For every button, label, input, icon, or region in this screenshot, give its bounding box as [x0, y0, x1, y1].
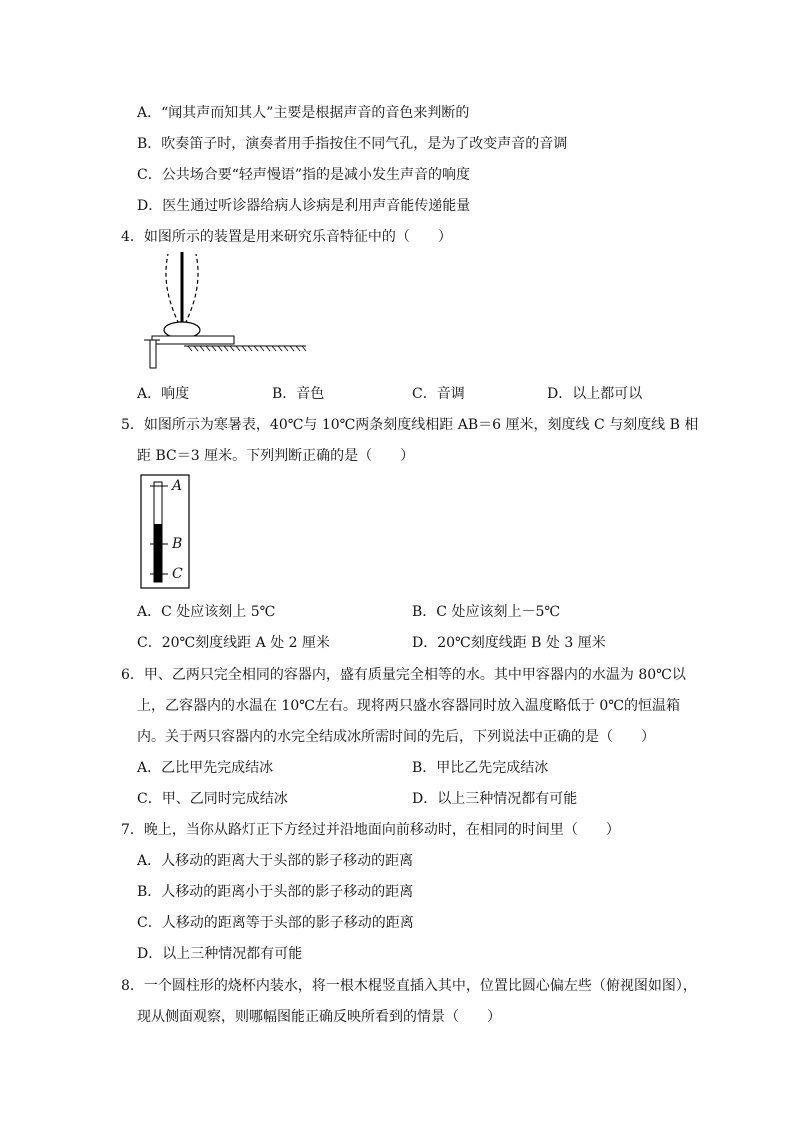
q6-option-b: B．甲比乙先完成结冰	[412, 760, 549, 776]
thermometer-label-b: B	[172, 536, 183, 552]
q5-option-b: B．C 处应该刻上－5℃	[412, 604, 561, 620]
q4-option-c: C．音调	[412, 386, 465, 402]
q5-option-a: A．C 处应该刻上 5℃	[137, 604, 276, 620]
q4-stem: 4．如图所示的装置是用来研究乐音特征中的（ ）	[121, 229, 452, 245]
q7-option-a: A．人移动的距离大于头部的影子移动的距离	[137, 853, 414, 869]
q3-option-b: B．吹奏笛子时，演奏者用手指按住不同气孔，是为了改变声音的音调	[137, 136, 568, 152]
q4-option-b: B．音色	[272, 386, 325, 402]
q7-option-c: C．人移动的距离等于头部的影子移动的距离	[137, 915, 414, 931]
q5-option-c: C．20℃刻度线距 A 处 2 厘米	[137, 635, 331, 651]
q6-stem-line2: 上，乙容器内的水温在 10℃左右。现将两只盛水容器同时放入温度略低于 0℃的恒温箱	[137, 698, 680, 714]
q5-option-d: D．20℃刻度线距 B 处 3 厘米	[412, 635, 606, 651]
q5-stem-line2: 距 BC＝3 厘米。下列判断正确的是（ ）	[137, 448, 415, 464]
q6-option-d: D．以上三种情况都有可能	[412, 791, 578, 807]
thermometer-label-c: C	[172, 566, 183, 582]
q4-option-d: D．以上都可以	[547, 386, 643, 402]
q3-option-d: D．医生通过听诊器给病人诊病是利用声音能传递能量	[137, 198, 471, 214]
q6-stem-line1: 6．甲、乙两只完全相同的容器内，盛有质量完全相等的水。其中甲容器内的水温为 80℃以	[121, 667, 686, 683]
q7-option-b: B．人移动的距离小于头部的影子移动的距离	[137, 884, 414, 900]
q6-option-a: A．乙比甲先完成结冰	[137, 760, 274, 776]
q7-option-d: D．以上三种情况都有可能	[137, 946, 303, 962]
thermometer-figure	[140, 474, 192, 592]
q8-stem-line1: 8．一个圆柱形的烧杯内装水，将一根木棍竖直插入其中，位置比圆心偏左些（俯视图如图），	[121, 978, 697, 994]
q3-option-a: A．“闻其声而知其人”主要是根据声音的音色来判断的	[137, 105, 470, 121]
q8-stem-line2: 现从侧面观察，则哪幅图能正确反映所看到的情景（ ）	[137, 1009, 501, 1025]
ruler-vibration-figure	[140, 252, 310, 372]
q3-option-c: C．公共场合要“轻声慢语”指的是减小发生声音的响度	[137, 167, 471, 183]
thermometer-label-a: A	[172, 478, 183, 494]
q5-stem-line1: 5．如图所示为寒暑表，40℃与 10℃两条刻度线相距 AB＝6 厘米，刻度线 C 与刻度线 B 相	[121, 417, 699, 433]
q6-stem-line3: 内。关于两只容器内的水完全结成冰所需时间的先后，下列说法中正确的是（ ）	[137, 729, 655, 745]
q6-option-c: C．甲、乙同时完成结冰	[137, 791, 288, 807]
q4-option-a: A．响度	[137, 386, 190, 402]
q7-stem: 7．晚上，当你从路灯正下方经过并沿地面向前移动时，在相同的时间里（ ）	[121, 822, 620, 838]
